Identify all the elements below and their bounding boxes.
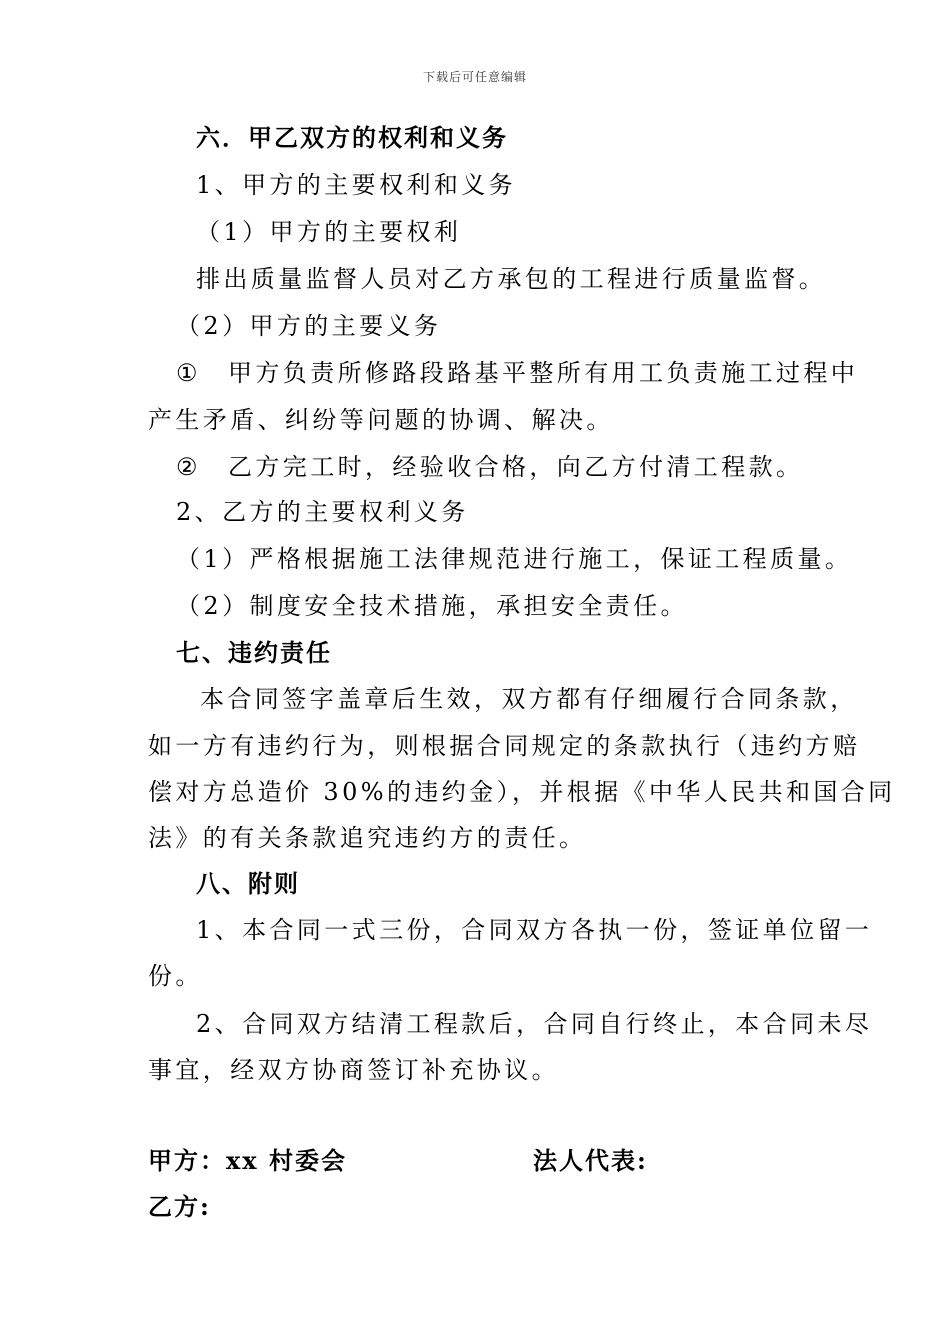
section6-p1-2: （2）甲方的主要义务 xyxy=(176,312,442,340)
section6-p2-2: （2）制度安全技术措施，承担安全责任。 xyxy=(176,592,688,620)
section7-line1: 本合同签字盖章后生效，双方都有仔细履行合同条款， xyxy=(200,685,858,713)
section8-c2-line1: 2、合同双方结清工程款后，合同自行终止，本合同未尽 xyxy=(196,1010,873,1038)
item2-text: 乙方完工时，经验收合格，向乙方付清工程款。 xyxy=(228,453,804,481)
section6-p1-1: （1）甲方的主要权利 xyxy=(196,218,462,246)
section8-c2-line2: 事宜，经双方协商签订补充协议。 xyxy=(148,1056,559,1084)
section6-item1-line2: 产生矛盾、纠纷等问题的协调、解决。 xyxy=(148,406,614,434)
header-note: 下载后可任意编辑 xyxy=(422,70,527,84)
item1-marker: ① xyxy=(176,359,201,387)
signature-party-b: 乙方: xyxy=(148,1192,211,1221)
section7-line4: 法》的有关条款追究违约方的责任。 xyxy=(148,824,587,852)
section8-title: 八、附则 xyxy=(196,869,300,898)
section6-p2-1: （1）严格根据施工法律规范进行施工，保证工程质量。 xyxy=(176,545,853,573)
section6-p1: 1、甲方的主要权利和义务 xyxy=(196,171,517,199)
section8-c1-line1: 1、本合同一式三份，合同双方各执一份，签证单位留一 xyxy=(196,916,873,944)
item1-text: 甲方负责所修路段路基平整所有用工负责施工过程中 xyxy=(228,359,859,387)
section6-p2: 2、乙方的主要权利义务 xyxy=(176,498,469,526)
section7-title: 七、违约责任 xyxy=(176,638,332,667)
section6-p1-1-text: 排出质量监督人员对乙方承包的工程进行质量监督。 xyxy=(196,265,827,293)
section6-title: 六．甲乙双方的权利和义务 xyxy=(196,123,508,152)
item2-marker: ② xyxy=(176,453,201,481)
section6-item1-line1 xyxy=(176,357,858,389)
signature-party-a: 甲方：xx 村委会 xyxy=(148,1146,347,1175)
section8-c1-line2: 份。 xyxy=(148,962,203,990)
section7-line2: 如一方有违约行为，则根据合同规定的条款执行（违约方赔 xyxy=(148,732,861,760)
section7-line3: 偿对方总造价 30%的违约金），并根据《中华人民共和国合同 xyxy=(148,778,896,806)
section6-item2 xyxy=(176,451,803,483)
signature-legal-rep: 法人代表: xyxy=(533,1146,648,1175)
